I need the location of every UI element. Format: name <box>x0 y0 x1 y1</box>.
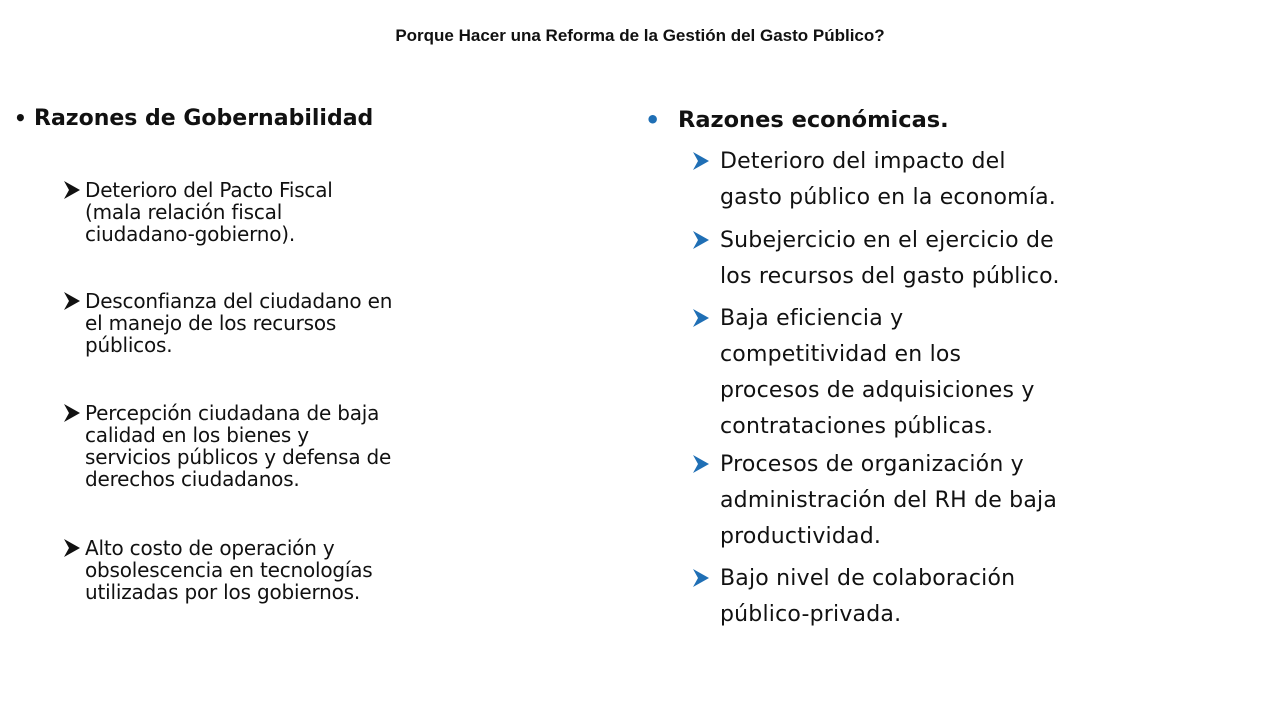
left-heading: Razones de Gobernabilidad <box>34 106 374 131</box>
right-heading: Razones económicas. <box>678 107 949 133</box>
arrow-bullet-icon <box>692 568 710 588</box>
bullet-dot: • <box>645 106 661 134</box>
arrow-bullet-icon <box>63 538 81 558</box>
arrow-bullet-icon <box>692 308 710 328</box>
arrow-bullet-icon <box>63 180 81 200</box>
left-item: Deterioro del Pacto Fiscal (mala relación fiscal ciudadano-gobierno). <box>85 178 333 246</box>
left-item: Percepción ciudadana de baja calidad en los bienes y servicios públicos y defensa de derechos ciudadanos. <box>85 401 392 491</box>
left-item: Desconfianza del ciudadano en el manejo de los recursos públicos. <box>85 289 393 357</box>
bullet-dot: • <box>14 106 27 130</box>
slide-title: Porque Hacer una Reforma de la Gestión del Gasto Público? <box>395 26 885 45</box>
left-item: Alto costo de operación y obsolescencia en tecnologías utilizadas por los gobiernos. <box>85 536 373 604</box>
arrow-bullet-icon <box>63 291 81 311</box>
arrow-bullet-icon <box>692 151 710 171</box>
right-item: Deterioro del impacto del gasto público en la economía. <box>720 149 1057 210</box>
right-item: Baja eficiencia y competitividad en los procesos de adquisiciones y contrataciones públicas. <box>720 306 1035 439</box>
arrow-bullet-icon <box>63 403 81 423</box>
right-item: Procesos de organización y administración del RH de baja productividad. <box>720 452 1058 549</box>
arrow-bullet-icon <box>692 230 710 250</box>
arrow-bullet-icon <box>692 454 710 474</box>
right-item: Bajo nivel de colaboración público-privada. <box>720 566 1016 627</box>
right-item: Subejercicio en el ejercicio de los recursos del gasto público. <box>720 228 1060 289</box>
